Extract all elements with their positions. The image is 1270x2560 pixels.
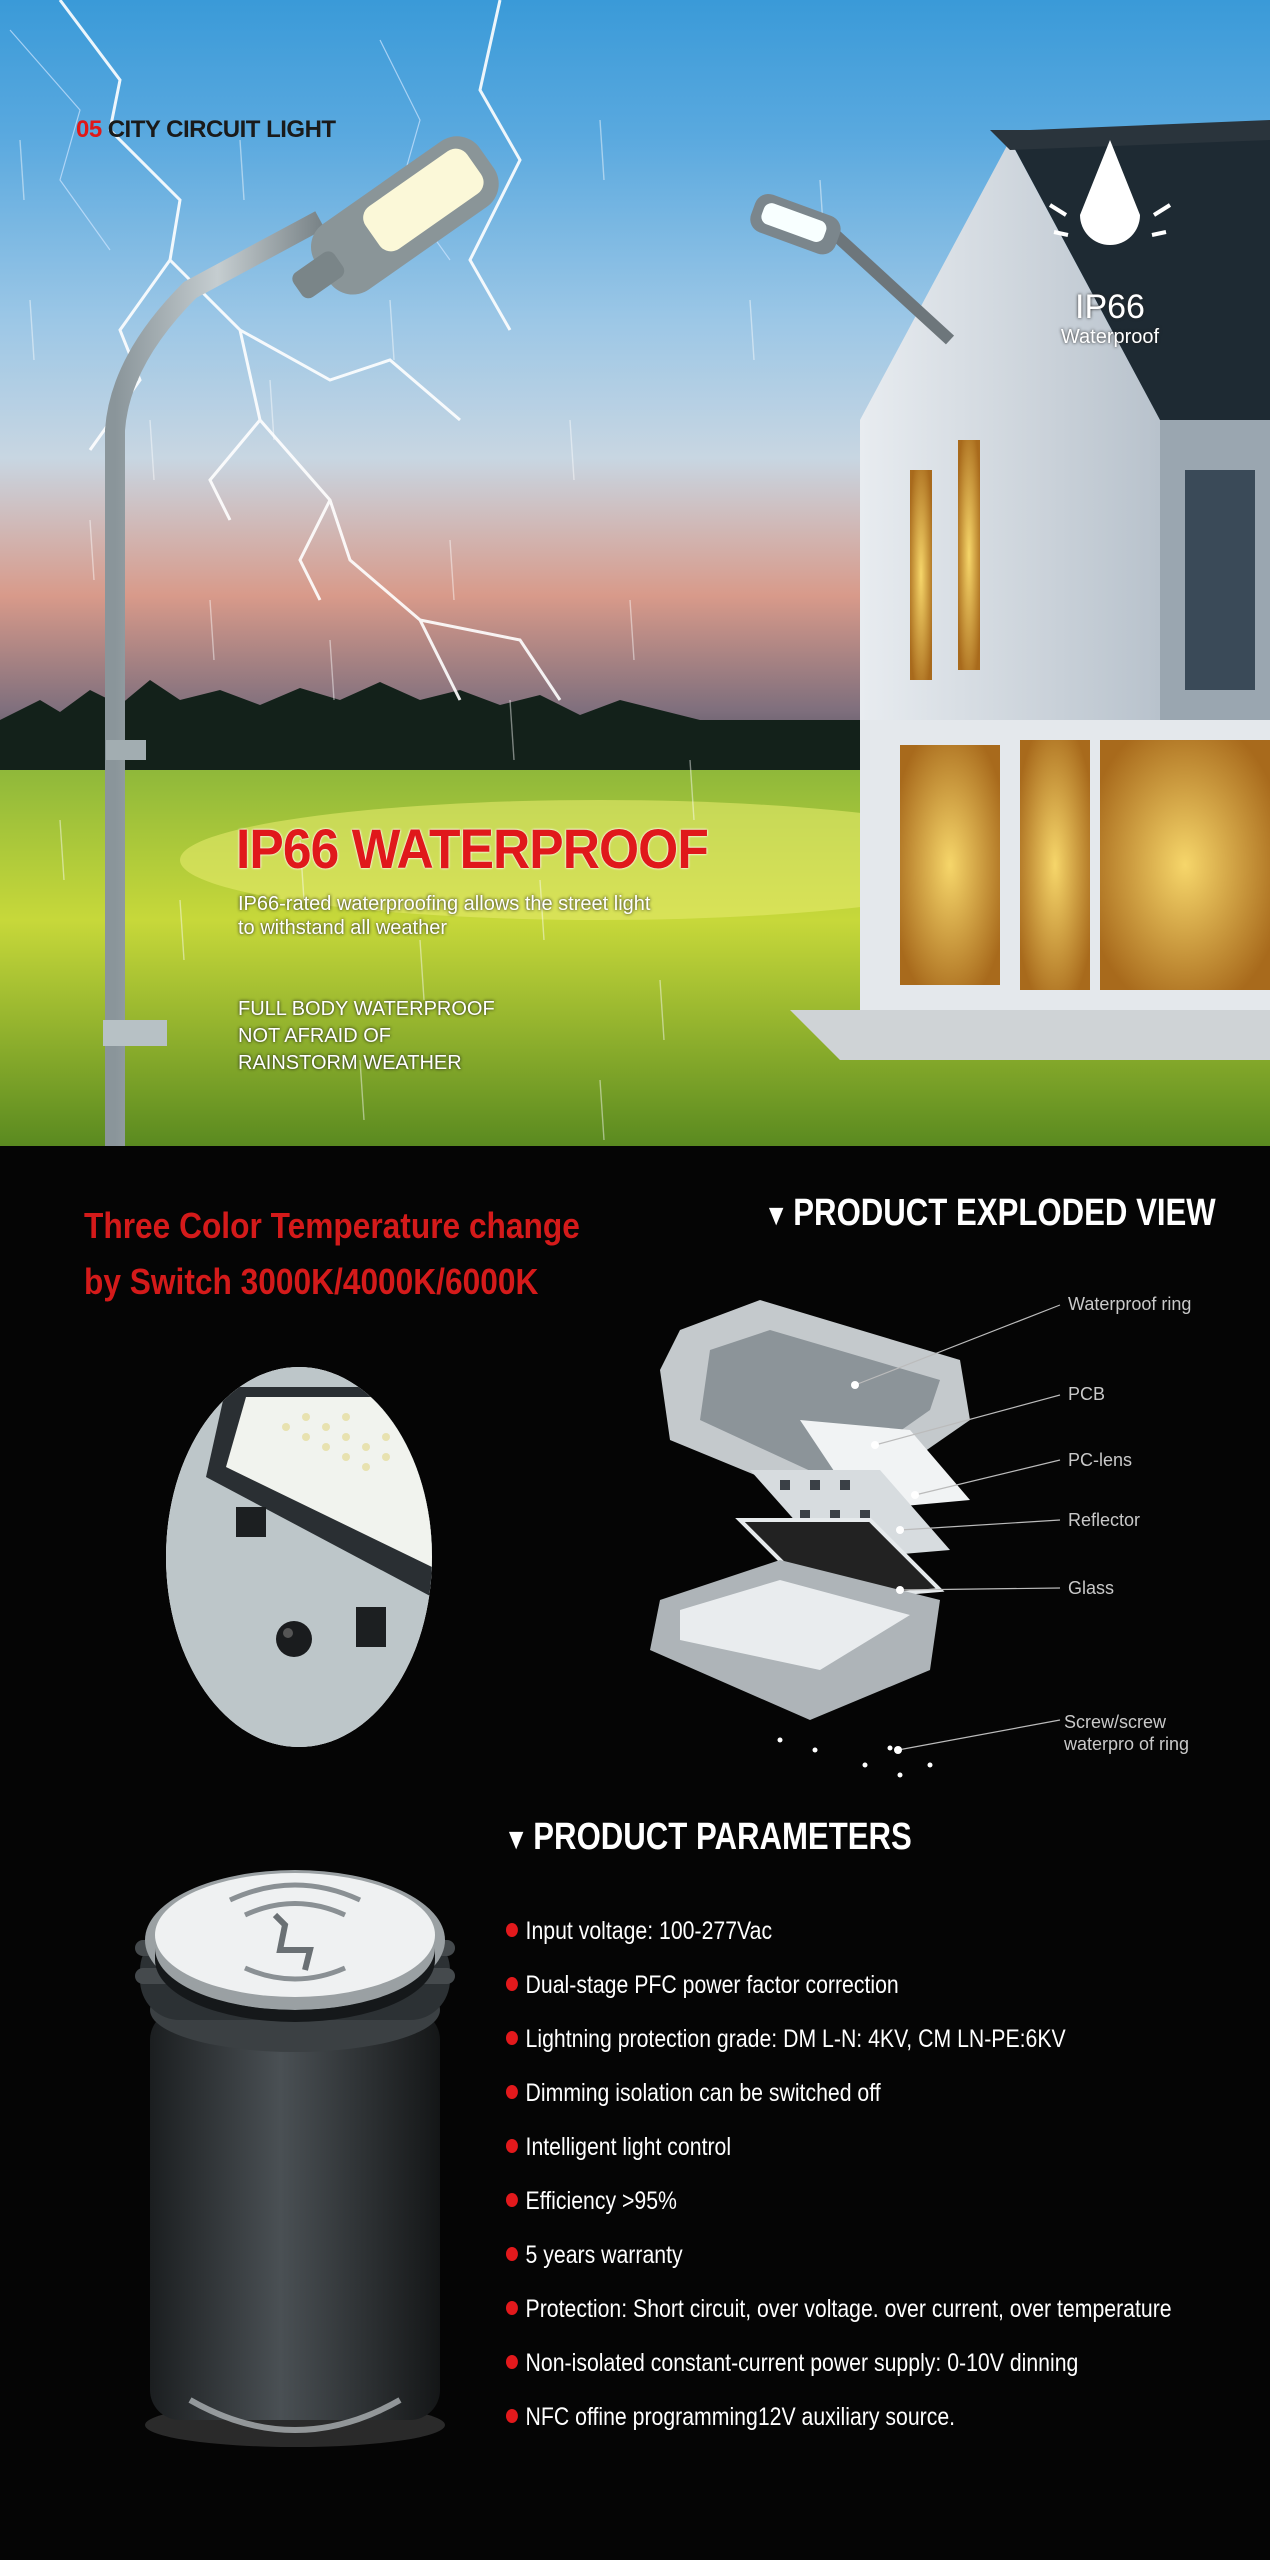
exploded-view-illustration	[640, 1270, 1270, 1790]
triangle-down-icon: ▼	[764, 1199, 789, 1232]
waterproof-features	[238, 996, 495, 1077]
color-temperature-line: Three Color Temperature change	[84, 1205, 580, 1246]
color-temperature-heading	[84, 1198, 580, 1310]
nema-controller-illustration	[120, 1860, 470, 2460]
parameter-item: Protection: Short circuit, over voltage. over current, over temperature	[506, 2282, 1172, 2336]
exploded-view	[640, 1270, 1270, 1790]
parameter-item: Dual-stage PFC power factor correction	[506, 1958, 1172, 2012]
feature-line: RAINSTORM WEATHER	[238, 1052, 462, 1074]
parameter-item: Non-isolated constant-current power supply: 0-10V dinning	[506, 2336, 1172, 2390]
label-glass: Glass	[1068, 1578, 1115, 1598]
feature-line: FULL BODY WATERPROOF	[238, 998, 495, 1020]
color-temperature-line: by Switch 3000K/4000K/6000K	[84, 1261, 539, 1302]
exploded-view-title	[764, 1192, 1216, 1235]
label-screw: Screw/screw	[1064, 1712, 1167, 1732]
label-pcb: PCB	[1068, 1384, 1106, 1404]
triangle-down-icon: ▼	[504, 1823, 529, 1856]
ip66-badge	[1040, 282, 1180, 349]
label-reflector: Reflector	[1068, 1510, 1141, 1530]
series-name: CITY CIRCUIT LIGHT	[107, 116, 336, 143]
series-label	[76, 116, 336, 144]
ip66-badge-title: IP66	[1075, 288, 1145, 326]
parameter-item: Input voltage: 100-277Vac	[506, 1904, 1172, 1958]
label-pc-lens: PC-lens	[1068, 1450, 1133, 1470]
feature-line: NOT AFRAID OF	[238, 1025, 391, 1047]
switch-closeup-illustration	[166, 1367, 432, 1747]
ip66-badge-subtitle: Waterproof	[1060, 326, 1160, 348]
series-number: 05	[76, 116, 102, 143]
waterproof-description-line: to withstand all weather	[238, 917, 448, 939]
parameter-item: Intelligent light control	[506, 2120, 1172, 2174]
waterproof-description-line: IP66-rated waterproofing allows the street light	[238, 893, 651, 915]
parameters-list	[506, 1904, 1270, 2444]
parameter-item: NFC offine programming12V auxiliary source.	[506, 2390, 1172, 2444]
parameter-item: Dimming isolation can be switched off	[506, 2066, 1172, 2120]
exploded-view-title-text: PRODUCT EXPLODED VIEW	[793, 1192, 1216, 1234]
storm-illustration	[0, 0, 1270, 1146]
controller-illustration	[120, 1860, 470, 2460]
parameters-title	[504, 1816, 912, 1859]
label-screw-ring: waterpro of ring	[1064, 1734, 1190, 1754]
parameter-item: Lightning protection grade: DM L-N: 4KV, CM LN-PE:6KV	[506, 2012, 1172, 2066]
parameter-item: 5 years warranty	[506, 2228, 1172, 2282]
parameter-item: Efficiency >95%	[506, 2174, 1172, 2228]
waterproof-scene	[0, 0, 1270, 1146]
waterproof-description	[238, 892, 658, 940]
parameters-title-text: PRODUCT PARAMETERS	[533, 1816, 912, 1858]
label-waterproof-ring: Waterproof ring	[1068, 1294, 1192, 1314]
switch-closeup	[166, 1367, 432, 1747]
waterproof-title: IP66 WATERPROOF	[236, 817, 708, 880]
